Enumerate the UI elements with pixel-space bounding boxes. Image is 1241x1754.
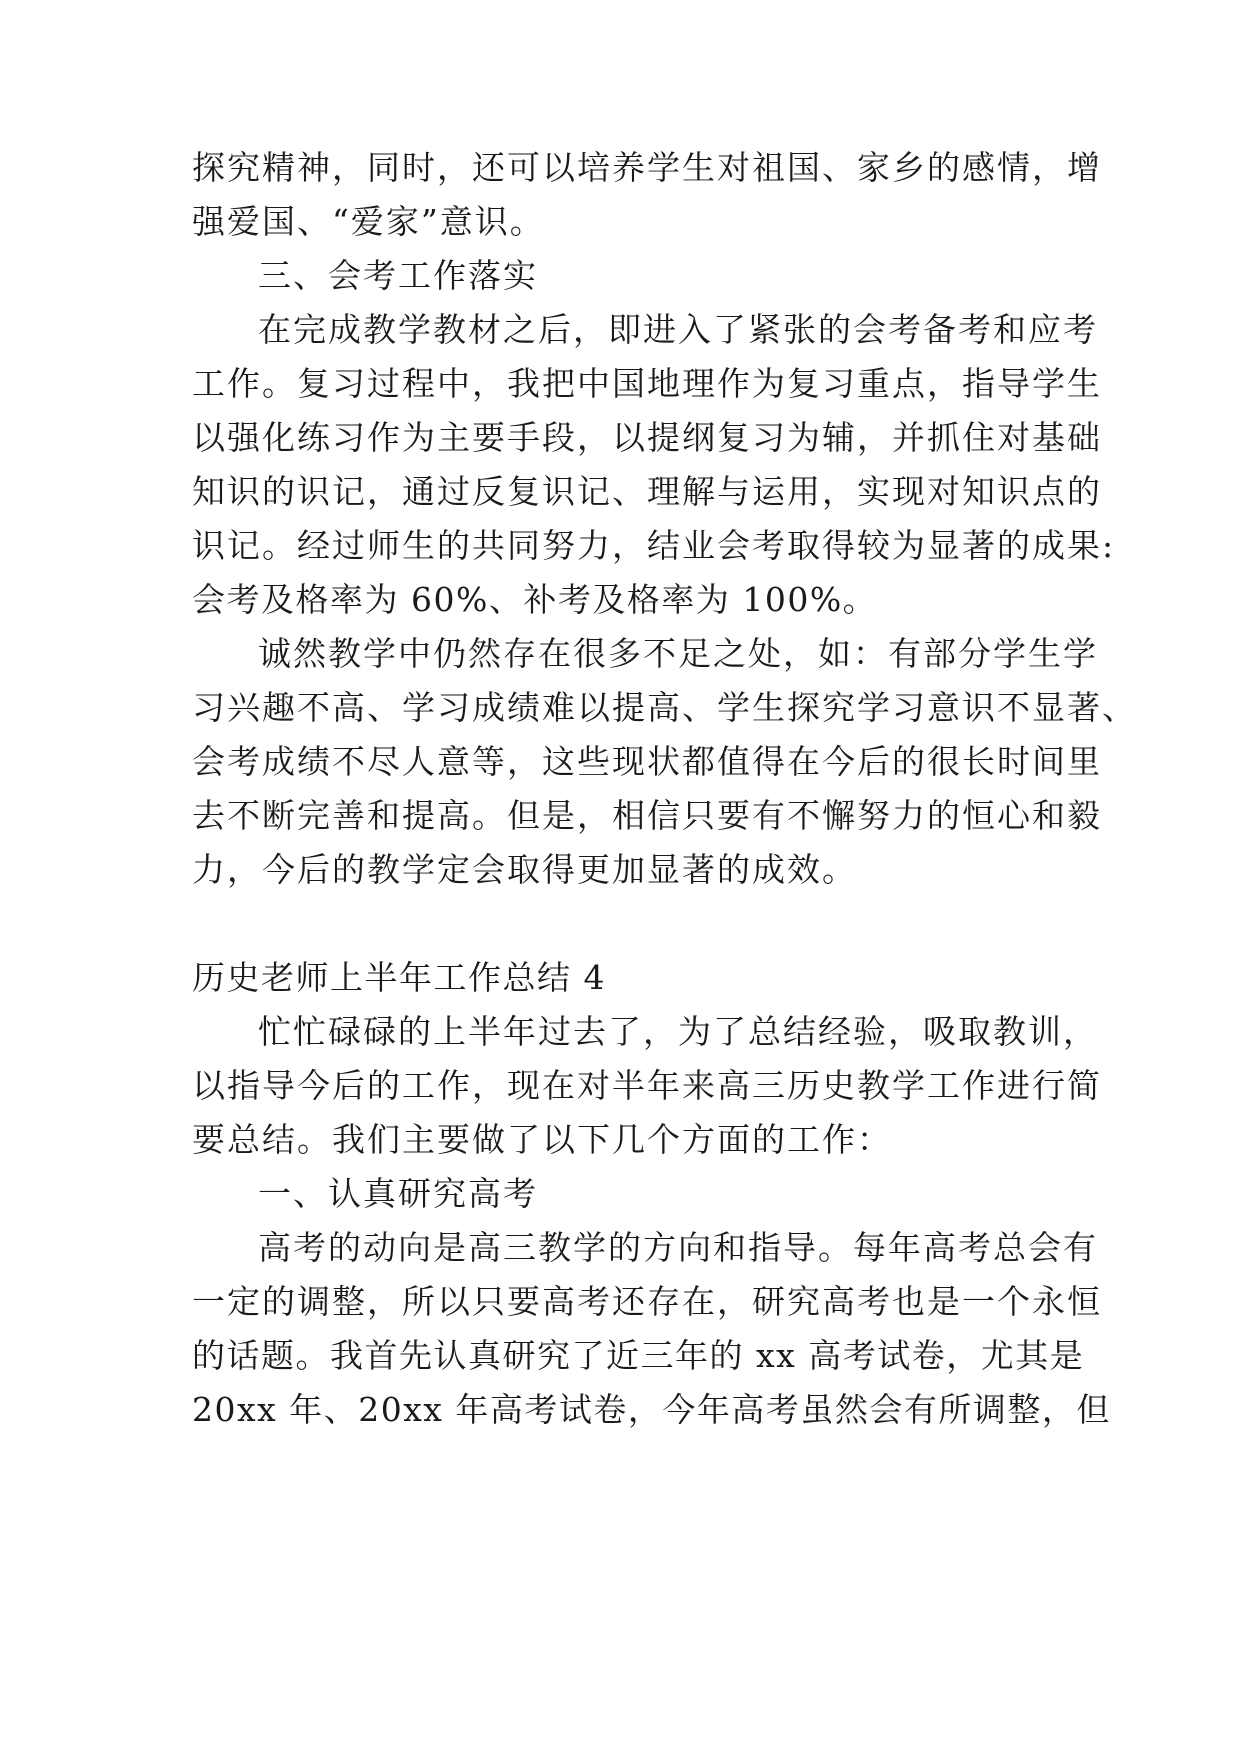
text-line: 诚然教学中仍然存在很多不足之处，如：有部分学生学 <box>258 634 1098 673</box>
text-line: 20xx 年、20xx 年高考试卷，今年高考虽然会有所调整，但 <box>192 1390 1111 1429</box>
text-line: 一定的调整，所以只要高考还存在，研究高考也是一个永恒 <box>192 1282 1102 1321</box>
document-title: 历史老师上半年工作总结 4 <box>192 958 606 997</box>
text-line: 会考及格率为 60%、补考及格率为 100%。 <box>192 580 878 619</box>
text-line: 工作。复习过程中，我把中国地理作为复习重点，指导学生 <box>192 364 1102 403</box>
text-line: 习兴趣不高、学习成绩难以提高、学生探究学习意识不显著、 <box>192 688 1137 727</box>
text-line: 以指导今后的工作，现在对半年来高三历史教学工作进行简 <box>192 1066 1102 1105</box>
text-line: 力，今后的教学定会取得更加显著的成效。 <box>192 850 857 889</box>
text-line: 的话题。我首先认真研究了近三年的 xx 高考试卷，尤其是 <box>192 1336 1085 1375</box>
section-heading: 三、会考工作落实 <box>258 256 538 295</box>
text-line: 会考成绩不尽人意等，这些现状都值得在今后的很长时间里 <box>192 742 1102 781</box>
text-line: 去不断完善和提高。但是，相信只要有不懈努力的恒心和毅 <box>192 796 1102 835</box>
text-line: 探究精神，同时，还可以培养学生对祖国、家乡的感情，增 <box>192 148 1102 187</box>
text-line: 以强化练习作为主要手段，以提纲复习为辅，并抓住对基础 <box>192 418 1102 457</box>
text-line: 知识的识记，通过反复识记、理解与运用，实现对知识点的 <box>192 472 1102 511</box>
section-heading: 一、认真研究高考 <box>258 1174 538 1213</box>
text-line: 在完成教学教材之后，即进入了紧张的会考备考和应考 <box>258 310 1098 349</box>
text-line: 高考的动向是高三教学的方向和指导。每年高考总会有 <box>258 1228 1098 1267</box>
text-line: 强爱国、“爱家”意识。 <box>192 202 545 241</box>
text-line: 要总结。我们主要做了以下几个方面的工作： <box>192 1120 892 1159</box>
text-line: 识记。经过师生的共同努力，结业会考取得较为显著的成果: <box>192 526 1116 565</box>
text-line: 忙忙碌碌的上半年过去了，为了总结经验，吸取教训， <box>258 1012 1098 1051</box>
